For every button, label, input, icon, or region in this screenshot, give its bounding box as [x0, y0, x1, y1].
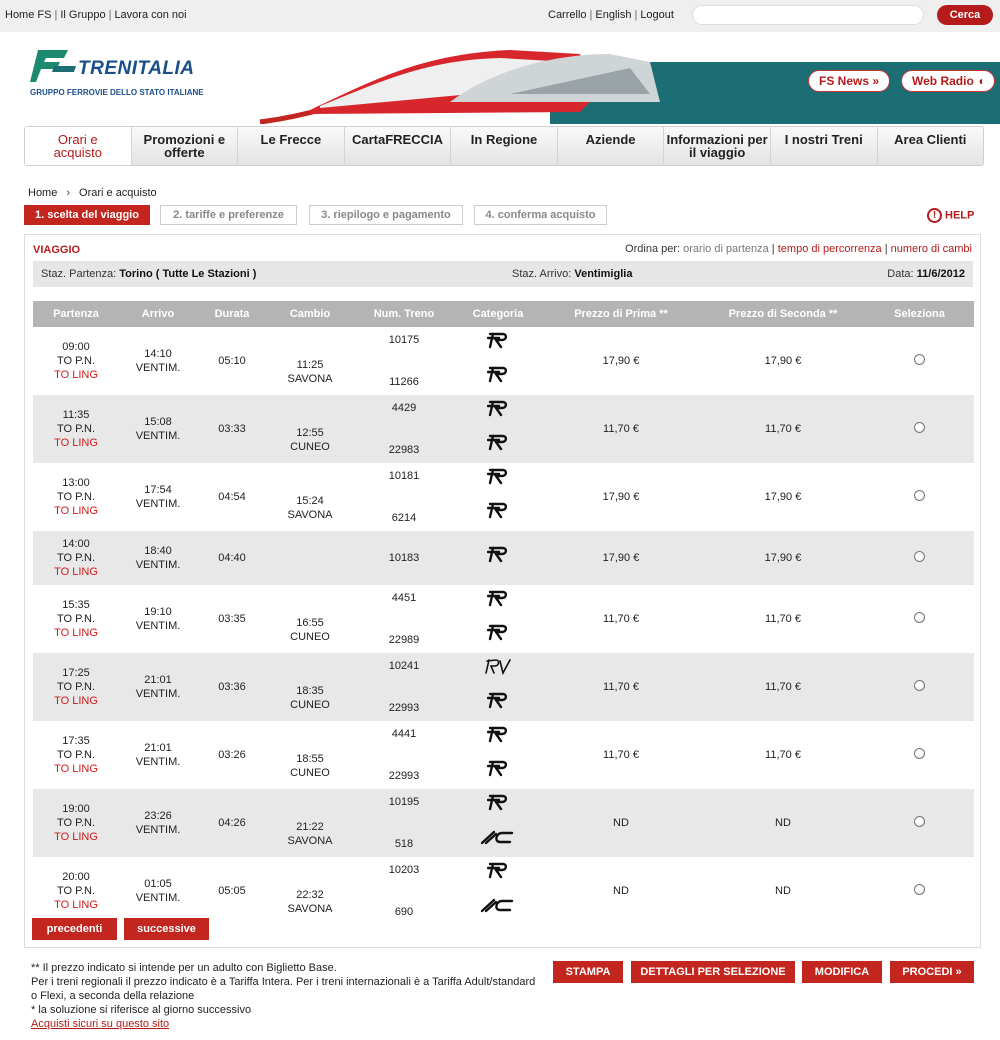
category-r-icon: [455, 361, 541, 395]
category-r-icon: [455, 585, 541, 619]
category-r-icon: [455, 619, 541, 653]
modifica-button[interactable]: MODIFICA: [802, 961, 882, 983]
price-first-class: 11,70 €: [541, 395, 701, 463]
price-first-class: ND: [541, 789, 701, 857]
arrival-cell: 15:08 VENTIM.: [119, 395, 197, 463]
sort-tempo-percorrenza[interactable]: tempo di percorrenza: [777, 243, 882, 255]
alt-station-link[interactable]: TO LING: [54, 763, 98, 775]
col-durata[interactable]: Durata: [197, 301, 267, 327]
train-number-cell: [353, 653, 455, 721]
select-radio[interactable]: [914, 816, 925, 827]
fs-logo-icon: [30, 48, 80, 88]
stampa-button[interactable]: STAMPA: [553, 961, 623, 983]
alt-station-link[interactable]: TO LING: [54, 831, 98, 843]
secure-purchase-link[interactable]: Acquisti sicuri su questo sito: [31, 1018, 170, 1030]
alt-station-link[interactable]: TO LING: [54, 899, 98, 911]
nav-aziende[interactable]: Aziende: [558, 127, 665, 165]
duration-cell: 03:35: [197, 585, 267, 653]
nav-area-clienti[interactable]: Area Clienti: [894, 132, 967, 147]
arrival-cell: 19:10 VENTIM.: [119, 585, 197, 653]
link-english[interactable]: English: [595, 9, 632, 21]
arrival-station: Staz. Arrivo: Ventimiglia: [512, 268, 633, 280]
category-cell: [455, 789, 541, 857]
select-radio[interactable]: [914, 422, 925, 433]
train-number: 10175: [388, 334, 420, 346]
train-number: 518: [394, 838, 414, 850]
note-next-day: * la soluzione si riferisce al giorno successivo: [31, 1004, 252, 1016]
arrival-cell: 21:01 VENTIM.: [119, 721, 197, 789]
change-cell: [267, 857, 353, 925]
solutions-table: [33, 301, 974, 925]
table-row[interactable]: [33, 327, 974, 395]
select-radio[interactable]: [914, 551, 925, 562]
price-second-class: 11,70 €: [701, 585, 865, 653]
change-time: 22:32: [296, 889, 324, 901]
search-input[interactable]: [692, 5, 924, 25]
change-time: 21:22: [296, 821, 324, 833]
category-r-icon: [455, 541, 541, 575]
arrival-cell: 18:40 VENTIM.: [119, 531, 197, 585]
link-logout[interactable]: Logout: [640, 9, 674, 21]
arrival-cell: 01:05 VENTIM.: [119, 857, 197, 925]
category-cell: [455, 585, 541, 653]
duration-cell: 04:40: [197, 531, 267, 585]
headphones-icon: ◖: [977, 74, 985, 88]
category-ic-icon: [455, 891, 541, 925]
price-first-class: ND: [541, 857, 701, 925]
link-lavora-con-noi[interactable]: Lavora con noi: [114, 9, 187, 21]
change-time: 12:55: [296, 427, 324, 439]
note-price: ** Il prezzo indicato si intende per un adulto con Biglietto Base.: [31, 962, 337, 974]
category-r-icon: [455, 395, 541, 429]
select-cell: [865, 721, 974, 789]
select-cell: [865, 653, 974, 721]
change-cell: [267, 721, 353, 789]
change-station: CUNEO: [290, 441, 330, 453]
change-station: CUNEO: [290, 631, 330, 643]
category-cell: [455, 857, 541, 925]
sort-label: Ordina per:: [625, 243, 681, 255]
table-row[interactable]: [33, 395, 974, 463]
search-button[interactable]: Cerca: [937, 5, 993, 25]
train-number-cell: [353, 327, 455, 395]
category-r-icon: [455, 755, 541, 789]
price-second-class: 17,90 €: [701, 327, 865, 395]
note-regional: Per i treni regionali il prezzo indicato è a Tariffa Intera. Per i treni internazionali è a Tariffa Adult/standard o Flexi, a seconda della relazione: [31, 976, 536, 1002]
category-cell: [455, 463, 541, 531]
train-number-cell: [353, 531, 455, 585]
step-riepilogo: 3. riepilogo e pagamento: [309, 205, 463, 225]
duration-cell: 05:05: [197, 857, 267, 925]
select-radio[interactable]: [914, 884, 925, 895]
help-link[interactable]: ! HELP: [927, 208, 974, 223]
category-r-icon: [455, 687, 541, 721]
departure-cell: 09:00 TO P.N. TO LING: [33, 327, 119, 395]
nav-nostri-treni[interactable]: I nostri Treni: [771, 127, 878, 165]
change-cell: [267, 531, 353, 585]
select-cell: [865, 327, 974, 395]
procedi-button[interactable]: PROCEDI »: [890, 961, 974, 983]
previous-button[interactable]: precedenti: [32, 918, 117, 940]
change-station: SAVONA: [287, 903, 333, 915]
col-num-treno[interactable]: Num. Treno: [353, 301, 455, 327]
alt-station-link[interactable]: TO LING: [54, 627, 98, 639]
select-cell: [865, 395, 974, 463]
duration-cell: 03:33: [197, 395, 267, 463]
price-second-class: 11,70 €: [701, 395, 865, 463]
change-cell: [267, 789, 353, 857]
arrival-cell: 14:10 VENTIM.: [119, 327, 197, 395]
step-scelta-viaggio: 1. scelta del viaggio: [24, 205, 150, 225]
double-chevron-icon: »: [872, 74, 880, 88]
category-r-icon: [455, 429, 541, 463]
section-title: VIAGGIO: [33, 244, 81, 256]
results-panel: [24, 234, 981, 948]
price-first-class: 11,70 €: [541, 585, 701, 653]
select-radio[interactable]: [914, 680, 925, 691]
train-number-cell: [353, 857, 455, 925]
fs-news-button[interactable]: FS News »: [808, 70, 890, 92]
train-number-cell: [353, 463, 455, 531]
train-number: 10181: [388, 470, 420, 482]
train-number: 6214: [391, 512, 417, 524]
logo-wordmark: TRENITALIA: [78, 58, 195, 79]
alt-station-link[interactable]: TO LING: [54, 505, 98, 517]
category-cell: [455, 531, 541, 585]
table-row[interactable]: [33, 721, 974, 789]
arrival-cell: 17:54 VENTIM.: [119, 463, 197, 531]
sort-orario-partenza[interactable]: orario di partenza: [683, 243, 769, 255]
alert-icon: !: [927, 208, 942, 223]
col-categoria[interactable]: Categoria: [455, 301, 541, 327]
alt-station-link[interactable]: TO LING: [54, 369, 98, 381]
change-time: 15:24: [296, 495, 324, 507]
nav-in-regione[interactable]: In Regione: [451, 127, 558, 165]
select-cell: [865, 857, 974, 925]
change-cell: [267, 653, 353, 721]
arrival-cell: 23:26 VENTIM.: [119, 789, 197, 857]
change-station: CUNEO: [290, 699, 330, 711]
price-first-class: 17,90 €: [541, 531, 701, 585]
price-second-class: 11,70 €: [701, 721, 865, 789]
select-cell: [865, 531, 974, 585]
alt-station-link[interactable]: TO LING: [54, 695, 98, 707]
train-number: 10183: [388, 552, 420, 564]
price-second-class: 17,90 €: [701, 531, 865, 585]
alt-station-link[interactable]: TO LING: [54, 566, 98, 578]
price-first-class: 17,90 €: [541, 327, 701, 395]
category-ic-icon: [455, 823, 541, 857]
duration-cell: 03:26: [197, 721, 267, 789]
departure-cell: 17:35 TO P.N. TO LING: [33, 721, 119, 789]
sort-options: Ordina per: orario di partenza | tempo di percorrenza | numero di cambi: [625, 243, 972, 255]
category-r-icon: [455, 721, 541, 755]
category-r-icon: [455, 857, 541, 891]
train-number-cell: [353, 721, 455, 789]
duration-cell: 03:36: [197, 653, 267, 721]
travel-date: Data: 11/6/2012: [887, 268, 965, 280]
web-radio-button[interactable]: Web Radio ◖: [901, 70, 995, 92]
train-number: 10241: [388, 660, 420, 672]
train-number: 4441: [391, 728, 417, 740]
nav-promozioni[interactable]: Promozioni e offerte: [132, 127, 239, 165]
category-r-icon: [455, 789, 541, 823]
category-cell: [455, 395, 541, 463]
nav-informazioni[interactable]: Informazioni per il viaggio: [664, 127, 771, 165]
category-r-icon: [455, 463, 541, 497]
category-cell: [455, 653, 541, 721]
table-header-row: [33, 301, 974, 327]
train-number: 10203: [388, 864, 420, 876]
alt-station-link[interactable]: TO LING: [54, 437, 98, 449]
breadcrumb-home[interactable]: Home: [28, 187, 58, 199]
site-header: [0, 32, 1000, 124]
footnotes: [31, 961, 543, 1031]
change-cell: [267, 463, 353, 531]
change-time: 11:25: [296, 359, 324, 371]
select-radio[interactable]: [914, 612, 925, 623]
price-first-class: 11,70 €: [541, 653, 701, 721]
change-station: SAVONA: [287, 509, 333, 521]
link-home-fs[interactable]: Home FS: [5, 9, 52, 21]
departure-station: Staz. Partenza: Torino ( Tutte Le Stazioni ): [41, 268, 257, 280]
col-prezzo-prima[interactable]: Prezzo di Prima **: [541, 301, 701, 327]
link-il-gruppo[interactable]: Il Gruppo: [60, 9, 106, 21]
col-seleziona[interactable]: Seleziona: [865, 301, 974, 327]
sort-numero-cambi[interactable]: numero di cambi: [890, 243, 972, 255]
table-row[interactable]: [33, 463, 974, 531]
select-cell: [865, 585, 974, 653]
step-conferma: 4. conferma acquisto: [474, 205, 607, 225]
breadcrumb-separator: ›: [66, 187, 71, 199]
train-number: 4451: [391, 592, 417, 604]
departure-cell: 19:00 TO P.N. TO LING: [33, 789, 119, 857]
nav-orari-acquisto[interactable]: Orari e acquisto: [25, 127, 132, 165]
nav-le-frecce[interactable]: Le Frecce: [238, 127, 345, 165]
arrival-cell: 21:01 VENTIM.: [119, 653, 197, 721]
link-carrello[interactable]: Carrello: [548, 9, 587, 21]
duration-cell: 05:10: [197, 327, 267, 395]
dettagli-button[interactable]: DETTAGLI PER SELEZIONE: [631, 961, 795, 983]
breadcrumb: [28, 187, 157, 199]
change-cell: [267, 585, 353, 653]
category-cell: [455, 327, 541, 395]
category-r-icon: [455, 497, 541, 531]
change-time: 18:55: [296, 753, 324, 765]
train-number: 4429: [391, 402, 417, 414]
price-second-class: 17,90 €: [701, 463, 865, 531]
change-station: SAVONA: [287, 835, 333, 847]
train-number-cell: [353, 585, 455, 653]
category-cell: [455, 721, 541, 789]
table-row[interactable]: [33, 531, 974, 585]
change-cell: [267, 327, 353, 395]
top-bar: [0, 0, 1000, 32]
price-second-class: ND: [701, 857, 865, 925]
departure-cell: 14:00 TO P.N. TO LING: [33, 531, 119, 585]
corporate-links: Home FS | Il Gruppo | Lavora con noi: [5, 9, 187, 21]
select-cell: [865, 789, 974, 857]
route-summary: [33, 261, 973, 287]
table-row[interactable]: [33, 857, 974, 925]
main-nav: [24, 126, 984, 166]
duration-cell: 04:54: [197, 463, 267, 531]
departure-cell: 17:25 TO P.N. TO LING: [33, 653, 119, 721]
departure-cell: 15:35 TO P.N. TO LING: [33, 585, 119, 653]
train-number-cell: [353, 395, 455, 463]
logo-subtitle: GRUPPO FERROVIE DELLO STATO ITALIANE: [30, 88, 204, 97]
user-links: Carrello | English | Logout: [548, 9, 674, 21]
table-row[interactable]: [33, 789, 974, 857]
col-prezzo-seconda[interactable]: Prezzo di Seconda **: [701, 301, 865, 327]
train-number-cell: [353, 789, 455, 857]
select-radio[interactable]: [914, 354, 925, 365]
train-number: 690: [394, 906, 414, 918]
change-cell: [267, 395, 353, 463]
duration-cell: 04:26: [197, 789, 267, 857]
train-number: 22989: [388, 634, 420, 646]
select-radio[interactable]: [914, 490, 925, 501]
table-row[interactable]: [33, 653, 974, 721]
breadcrumb-current: Orari e acquisto: [79, 187, 157, 199]
table-row[interactable]: [33, 585, 974, 653]
col-partenza[interactable]: Partenza: [33, 301, 119, 327]
step-tariffe: 2. tariffe e preferenze: [160, 205, 297, 225]
change-station: SAVONA: [287, 373, 333, 385]
next-button[interactable]: successive: [124, 918, 209, 940]
category-rv-icon: [455, 653, 541, 687]
select-cell: [865, 463, 974, 531]
train-number: 22993: [388, 770, 420, 782]
price-second-class: ND: [701, 789, 865, 857]
change-station: CUNEO: [290, 767, 330, 779]
train-number: 22983: [388, 444, 420, 456]
price-second-class: 11,70 €: [701, 653, 865, 721]
select-radio[interactable]: [914, 748, 925, 759]
train-number: 11266: [389, 376, 419, 388]
price-first-class: 17,90 €: [541, 463, 701, 531]
col-cambio[interactable]: Cambio: [267, 301, 353, 327]
price-first-class: 11,70 €: [541, 721, 701, 789]
col-arrivo[interactable]: Arrivo: [119, 301, 197, 327]
departure-cell: 13:00 TO P.N. TO LING: [33, 463, 119, 531]
departure-cell: 11:35 TO P.N. TO LING: [33, 395, 119, 463]
train-number: 10195: [388, 796, 420, 808]
category-r-icon: [455, 327, 541, 361]
departure-cell: 20:00 TO P.N. TO LING: [33, 857, 119, 925]
change-time: 16:55: [296, 617, 324, 629]
nav-cartafreccia[interactable]: CartaFRECCIA: [345, 127, 452, 165]
change-time: 18:35: [296, 685, 324, 697]
train-number: 22993: [388, 702, 420, 714]
